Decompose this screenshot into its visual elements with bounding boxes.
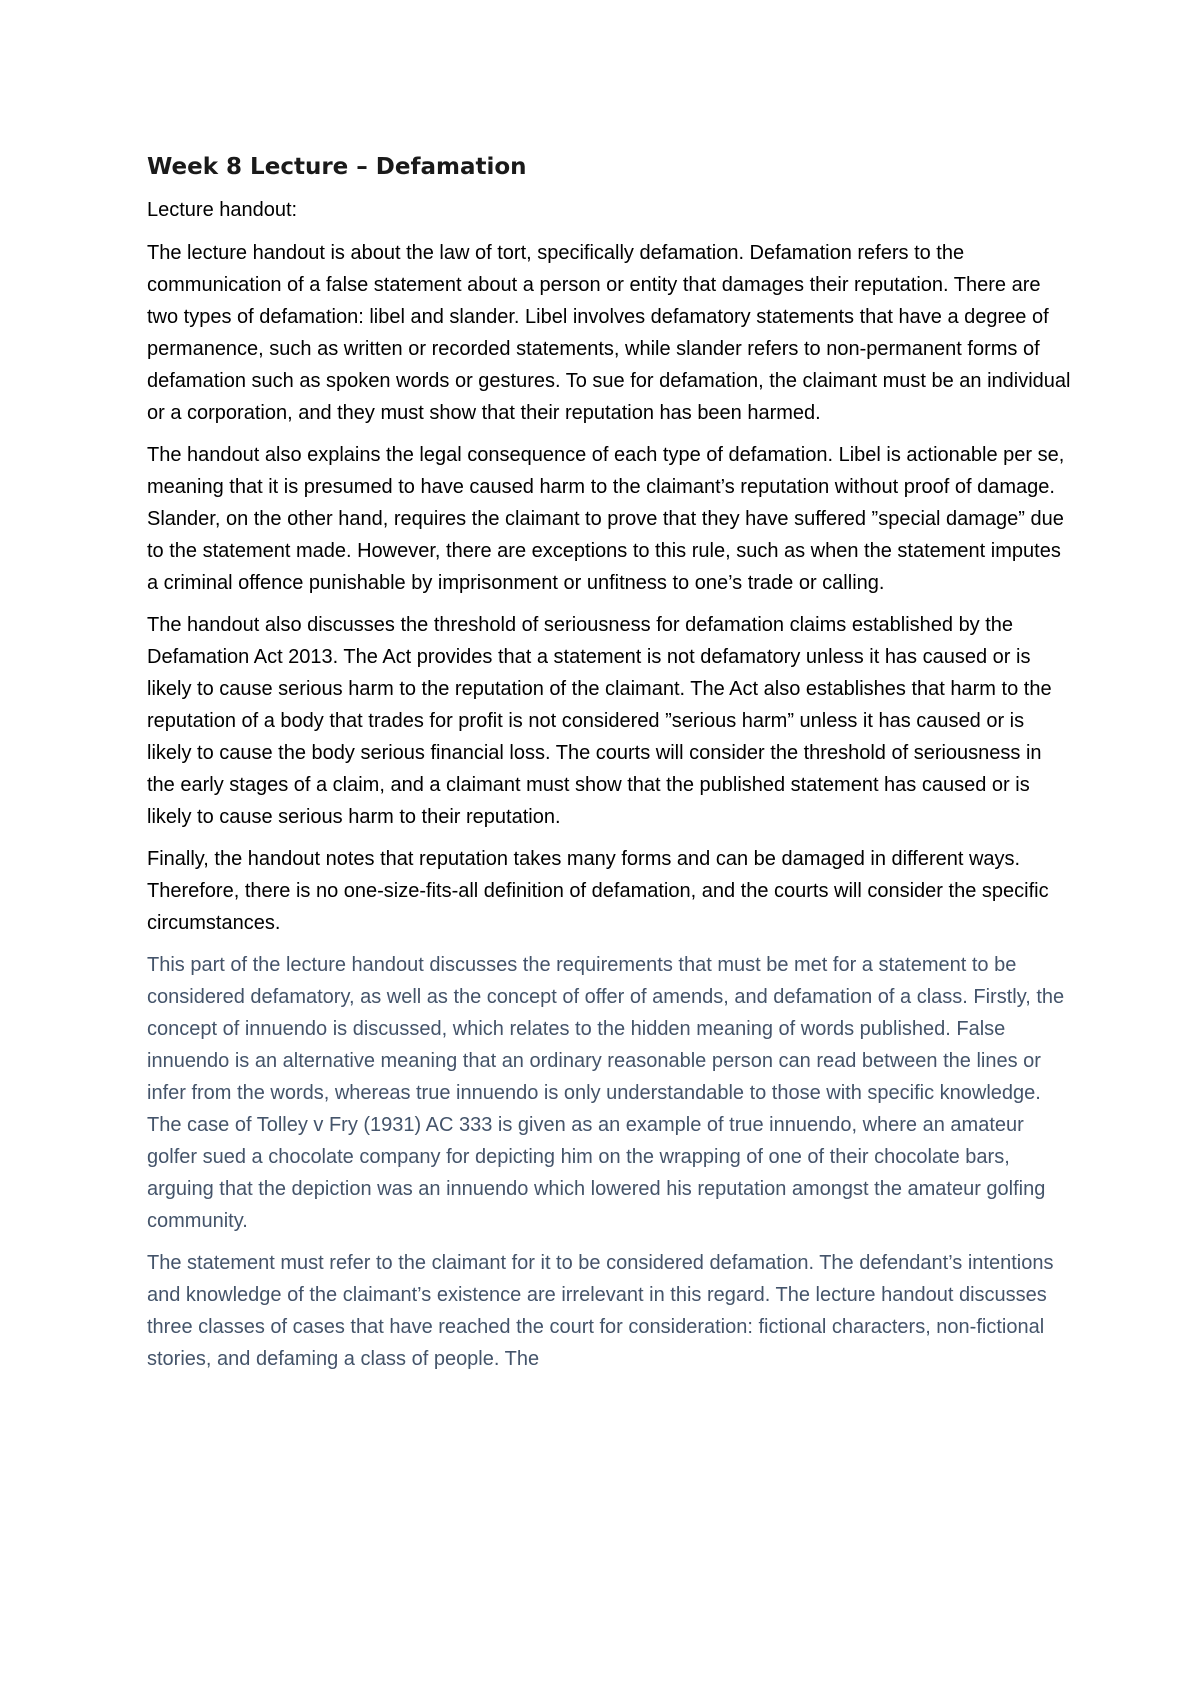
document-page [147,140,1072,1385]
paragraph-definition: The lecture handout is about the law of tort, specifically defamation. Defamation refers to the communication of a false statement about a person or entity that damages their reputation. There are two types of defamation: libel and slander. Libel involves defamatory statements that have a degree of permanence, such as written or recorded statements, while slander refers to non-permanent forms of defamation such as spoken words or gestures. To sue for defamation, the claimant must be an individual or a corporation, and they must show that their reputation has been harmed. [147,242,1071,424]
handout-subheading: Lecture handout: [147,199,298,221]
paragraph-reference-to-claimant: The statement must refer to the claimant for it to be considered defamation. The defendant’s intentions and knowledge of the claimant’s existence are irrelevant in this regard. The lecture handout discusses three classes of cases that have reached the court for consideration: fictional characters, non-fictional stories, and defaming a class of people. The [147,1252,1054,1370]
paragraph-conclusion: Finally, the handout notes that reputation takes many forms and can be damaged in different ways. Therefore, there is no one-size-fits-all definition of defamation, and the courts will consider the specific circumstances. [147,848,1049,934]
document-title: Week 8 Lecture – Defamation [147,154,527,180]
paragraph-seriousness-threshold: The handout also discusses the threshold of seriousness for defamation claims established by the Defamation Act 2013. The Act provides that a statement is not defamatory unless it has caused or is likely to cause serious harm to the reputation of the claimant. The Act also establishes that harm to the reputation of a body that trades for profit is not considered ”serious harm” unless it has caused or is likely to cause the body serious financial loss. The courts will consider the threshold of seriousness in the early stages of a claim, and a claimant must show that the published statement has caused or is likely to cause serious harm to their reputation. [147,614,1052,828]
paragraph-legal-consequence: The handout also explains the legal consequence of each type of defamation. Libel is actionable per se, meaning that it is presumed to have caused harm to the claimant’s reputation without proof of damage. Slander, on the other hand, requires the claimant to prove that they have suffered ”special damage” due to the statement made. However, there are exceptions to this rule, such as when the statement imputes a criminal offence punishable by imprisonment or unfitness to one’s trade or calling. [147,444,1065,594]
paragraph-innuendo: This part of the lecture handout discusses the requirements that must be met for a statement to be considered defamatory, as well as the concept of offer of amends, and defamation of a class. Firstly, the concept of innuendo is discussed, which relates to the hidden meaning of words published. False innuendo is an alternative meaning that an ordinary reasonable person can read between the lines or infer from the words, whereas true innuendo is only understandable to those with specific knowledge. The case of Tolley v Fry (1931) AC 333 is given as an example of true innuendo, where an amateur golfer sued a chocolate company for depicting him on the wrapping of one of their chocolate bars, arguing that the depiction was an innuendo which lowered his reputation amongst the amateur golfing community. [147,954,1065,1232]
